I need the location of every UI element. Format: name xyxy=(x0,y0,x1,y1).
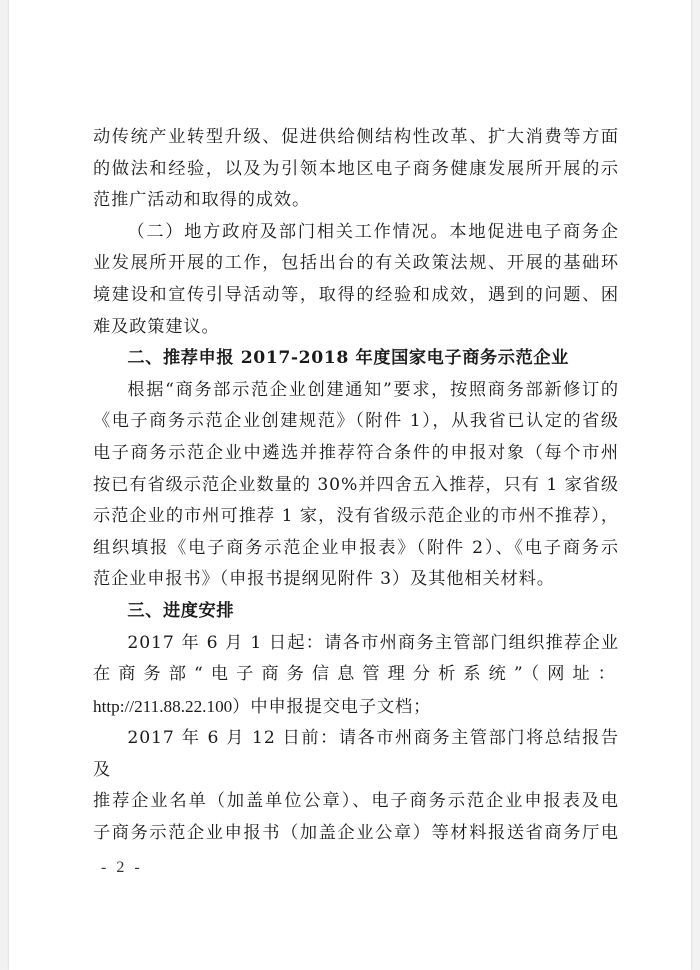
paragraph-line: 根据“商务部示范企业创建通知”要求，按照商务部新修订的 xyxy=(127,379,619,400)
paragraph-line: 业发展所开展的工作，包括出台的有关政策法规、开展的基础环 xyxy=(93,253,619,274)
paragraph-line-rest: ）中申报提交电子文档； xyxy=(232,696,432,717)
paragraph-line: 电子商务示范企业中遴选并推荐符合条件的申报对象（每个市州 xyxy=(93,442,619,463)
paragraph-line: 动传统产业转型升级、促进供给侧结构性改革、扩大消费等方面 xyxy=(93,127,619,147)
paragraph-line: 范企业申报书》（申报书提纲见附件 3）及其他相关材料。 xyxy=(93,569,555,590)
paragraph-line: 推荐企业名单（加盖单位公章）、电子商务示范企业申报表及电 xyxy=(93,791,619,812)
paragraph-line: 示范企业的市州可推荐 1 家，没有省级示范企业的市州不推荐）， xyxy=(93,506,619,527)
paragraph-line: （二）地方政府及部门相关工作情况。本地促进电子商务企 xyxy=(127,221,619,242)
paragraph-line: 范推广活动和取得的成效。 xyxy=(93,190,311,211)
document-body xyxy=(93,122,619,850)
section-heading: 二、推荐申报 2017-2018 年度国家电子商务示范企业 xyxy=(127,348,569,369)
paragraph-line xyxy=(93,691,619,724)
paragraph-line: 境建设和宣传引导活动等，取得的经验和成效，遇到的问题、困 xyxy=(93,284,619,305)
page-number: - 2 - xyxy=(101,859,143,876)
paragraph-line: 2017 年 6 月 12 日前：请各市州商务主管部门将总结报告及 xyxy=(93,728,619,780)
paragraph-line: 子商务示范企业申报书（加盖企业公章）等材料报送省商务厅电 xyxy=(93,823,619,844)
paragraph-line: 难及政策建议。 xyxy=(93,316,220,337)
paragraph-line: 《电子商务示范企业创建规范》（附件 1），从我省已认定的省级 xyxy=(93,411,619,432)
paragraph-line: 在商务部“电子商务信息管理分析系统”（网址： xyxy=(93,664,619,685)
url-text: http://211.88.22.100 xyxy=(93,696,233,716)
paragraph-line: 2017 年 6 月 1 日起：请各市州商务主管部门组织推荐企业 xyxy=(127,632,619,653)
paragraph-line: 按已有省级示范企业数量的 30%并四舍五入推荐，只有 1 家省级 xyxy=(93,474,619,495)
paragraph-line: 的做法和经验，以及为引领本地区电子商务健康发展所开展的示 xyxy=(93,158,619,179)
paragraph-line: 组织填报《电子商务示范企业申报表》（附件 2）、《电子商务示 xyxy=(93,537,619,558)
document-page xyxy=(9,0,691,970)
section-heading: 三、进度安排 xyxy=(127,600,235,621)
